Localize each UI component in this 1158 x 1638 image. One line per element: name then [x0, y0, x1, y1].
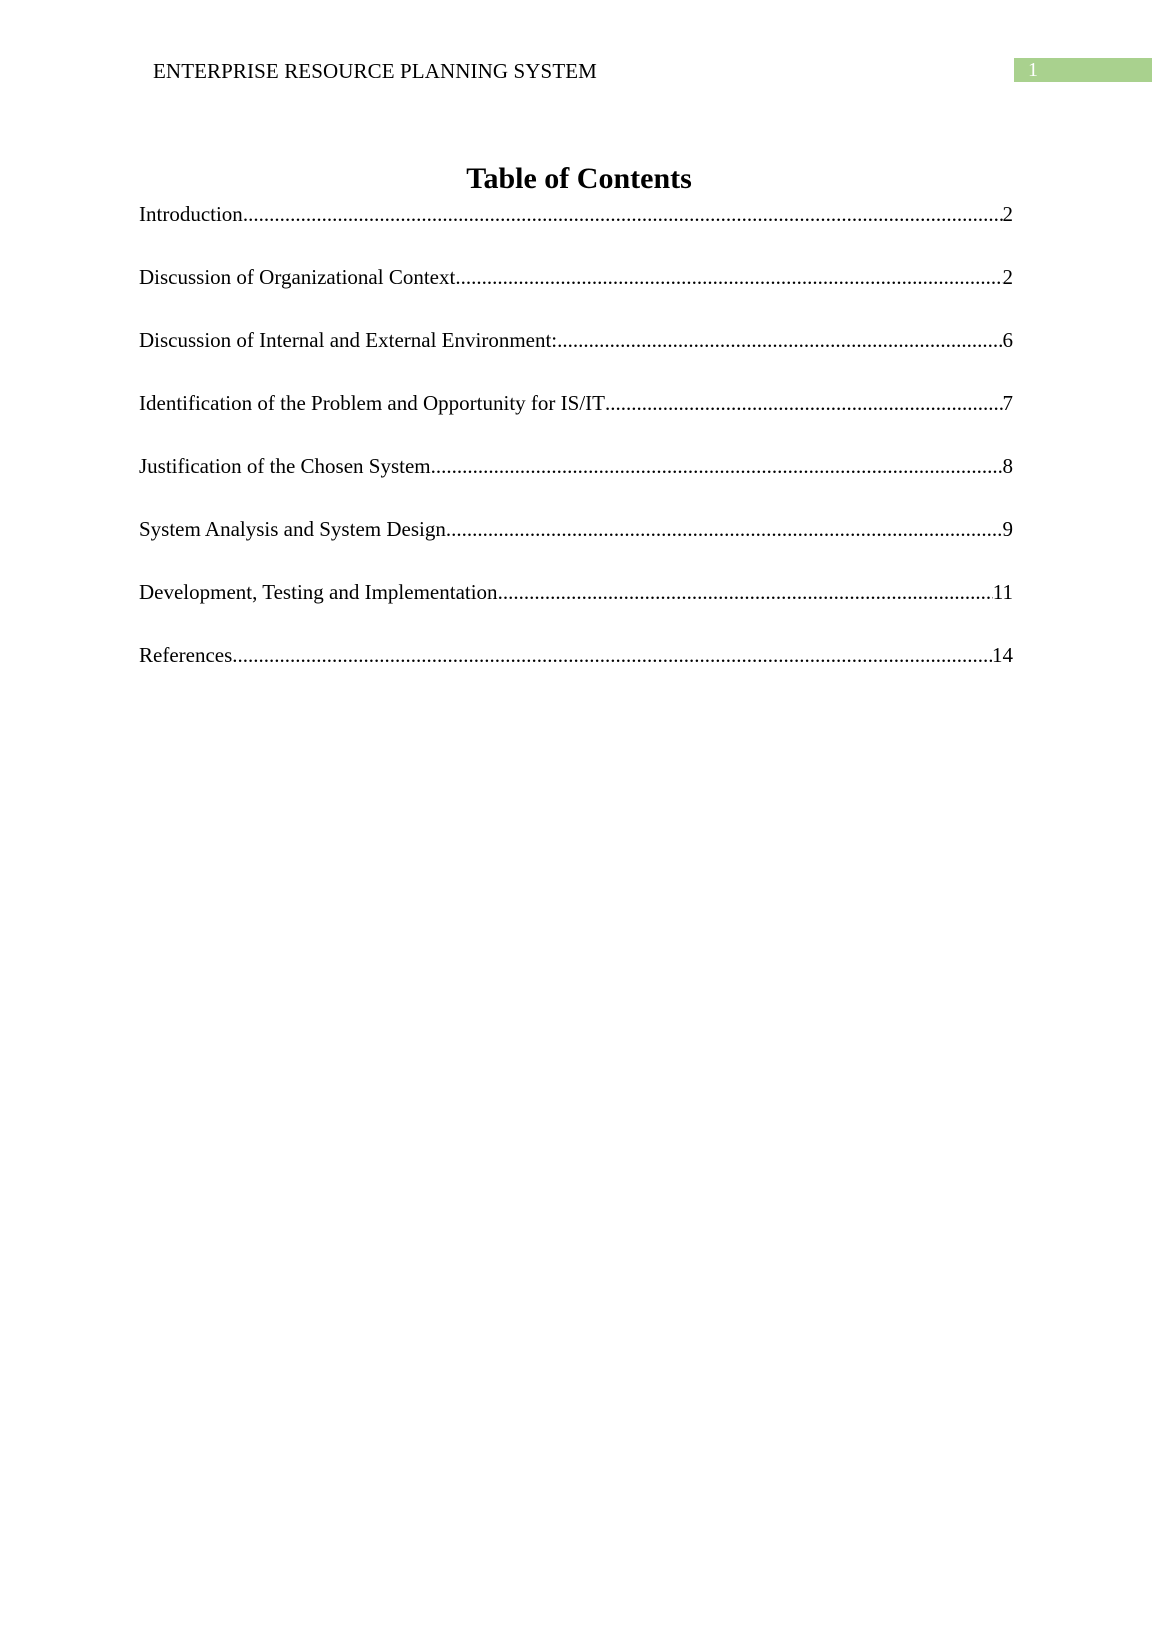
- toc-entry-title: Discussion of Internal and External Environment:: [139, 328, 558, 352]
- toc-entry-title: Discussion of Organizational Context: [139, 265, 456, 289]
- toc-dot-leader: [605, 388, 1003, 418]
- toc-entry-problem-opportunity[interactable]: [139, 388, 1013, 451]
- toc-entry-organizational-context[interactable]: [139, 262, 1013, 325]
- toc-entry-page: 11: [992, 580, 1013, 604]
- toc-dot-leader: [446, 514, 1003, 544]
- toc-entry-title: System Analysis and System Design: [139, 517, 446, 541]
- toc-heading: Table of Contents: [466, 162, 692, 195]
- toc-entry-title: References: [139, 643, 233, 667]
- running-header-title: ENTERPRISE RESOURCE PLANNING SYSTEM: [153, 59, 597, 83]
- toc-dot-leader: [498, 577, 993, 607]
- toc-entry-page: 2: [1002, 265, 1013, 289]
- toc-entry-title: Identification of the Problem and Opportunity for IS/IT: [139, 391, 605, 415]
- toc-entry-page: 9: [1002, 517, 1013, 541]
- toc-entry-development-testing[interactable]: [139, 577, 1013, 640]
- toc-entry-page: 7: [1002, 391, 1013, 415]
- toc-entry-page: 8: [1002, 454, 1013, 478]
- toc-entry-references[interactable]: [139, 640, 1013, 703]
- toc-dot-leader: [243, 199, 1003, 229]
- toc-entry-title: Introduction: [139, 202, 243, 226]
- toc-entry-title: Development, Testing and Implementation: [139, 580, 498, 604]
- toc-entry-internal-external-environment[interactable]: [139, 325, 1013, 388]
- toc-entry-page: 2: [1002, 202, 1013, 226]
- toc-dot-leader: [431, 451, 1003, 481]
- toc-entry-analysis-design[interactable]: [139, 514, 1013, 577]
- page-number-badge: [1014, 58, 1152, 82]
- toc-dot-leader: [455, 262, 1002, 292]
- toc-entry-page: 6: [1002, 328, 1013, 352]
- toc-entry-introduction[interactable]: [139, 199, 1013, 262]
- toc-list: [139, 199, 1013, 703]
- toc-dot-leader: [232, 640, 992, 670]
- page-number: 1: [1028, 59, 1038, 81]
- toc-dot-leader: [557, 325, 1002, 355]
- toc-entry-justification[interactable]: [139, 451, 1013, 514]
- toc-entry-title: Justification of the Chosen System: [139, 454, 431, 478]
- toc-entry-page: 14: [992, 643, 1013, 667]
